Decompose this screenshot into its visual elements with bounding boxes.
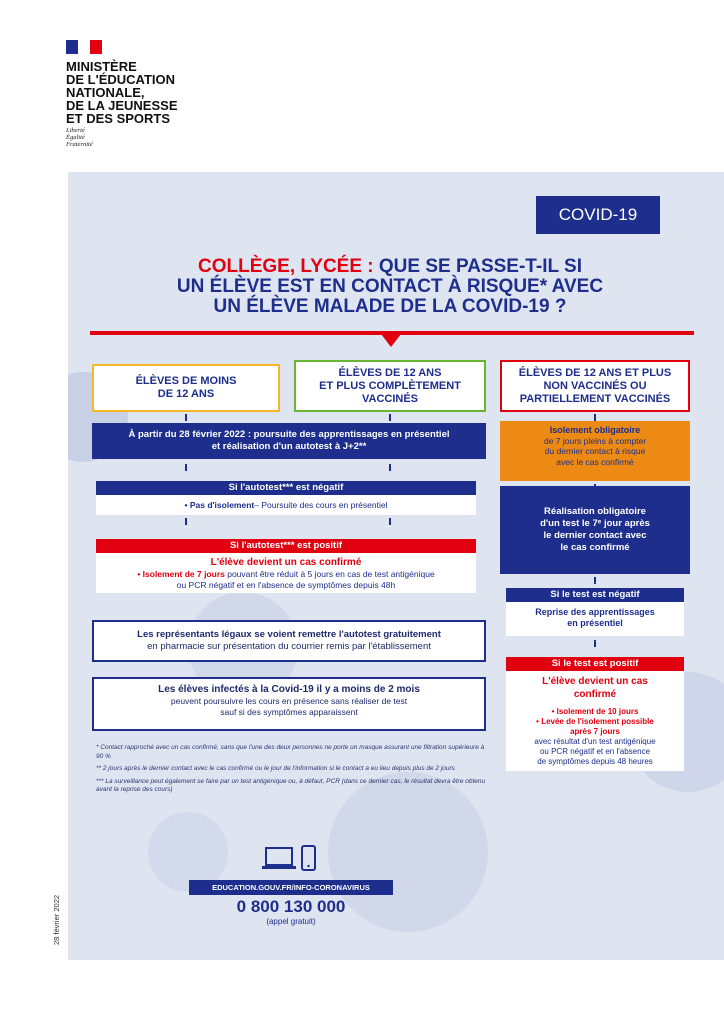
pos-bold: • Isolement de 7 jours <box>137 569 225 579</box>
laptop-phone-icon <box>262 844 322 874</box>
footnote: * Contact rapproché avec un cas confirmé, sans que l'une des deux personnes ne porte un masque assurant une filtration supérieure à 90 % <box>96 744 485 760</box>
ministry-line: MINISTÈRE <box>66 59 137 74</box>
category-line: ET PLUS COMPLÈTEMENT <box>319 379 461 392</box>
main-line2: et réalisation d'un autotest à J+2** <box>211 441 367 452</box>
republic-motto <box>66 127 93 148</box>
category-line: ÉLÈVES DE 12 ANS <box>338 366 442 379</box>
category-line: NON VACCINÉS OU <box>543 379 647 392</box>
connector <box>389 464 391 471</box>
connector <box>389 518 391 525</box>
main-line1: À partir du 28 février 2022 : poursuite des apprentissages en présentiel <box>128 429 450 440</box>
category-under-12 <box>92 364 280 412</box>
pos-line2: ou PCR négatif et en l'absence de symptômes depuis 48h <box>176 580 396 590</box>
legal-line1: Les représentants légaux se voient remettre l'autotest gratuitement <box>137 629 441 640</box>
phone-number[interactable]: 0 800 130 000 <box>236 897 346 916</box>
neg-bold: • Pas d'isolement <box>184 500 255 510</box>
infected-line2: peuvent poursuivre les cours en présence sans réaliser de test <box>170 696 408 706</box>
ministry-name <box>66 60 206 125</box>
right-negative-band: Si le test est négatif <box>506 588 684 602</box>
left-positive-text <box>96 553 476 593</box>
category-line: PARTIELLEMENT VACCINÉS <box>519 392 671 405</box>
infected-line3: sauf si des symptômes apparaissent <box>220 707 358 717</box>
footnote: ** 2 jours après le dernier contact avec le cas confirmé ou le jour de l'information si le contact a eu lieu depuis plus de 2 jours <box>96 765 455 772</box>
right-isolation-box <box>500 421 690 481</box>
connector <box>185 518 187 525</box>
right-positive-band: Si le test est positif <box>506 657 684 671</box>
connector <box>389 414 391 421</box>
ministry-line: DE LA JEUNESSE <box>66 98 178 113</box>
connector <box>594 640 596 647</box>
category-line: DE 12 ANS <box>157 388 215 400</box>
pos-title: confirmé <box>573 689 617 700</box>
covid-tag: COVID-19 <box>536 196 660 234</box>
motto-line: Égalité <box>66 134 85 141</box>
connector <box>185 414 187 421</box>
footnote: *** La surveillance peut également se faire par un test antigénique ou, à défaut, PCR (dans ce dernier cas, le résultat devra être obtenu avant la reprise des cours) <box>96 777 486 793</box>
pos-lift: après 7 jours <box>570 727 620 736</box>
pos-cond: ou PCR négatif et en l'absence <box>539 747 651 756</box>
title-line1: QUE SE PASSE-T-IL SI <box>373 256 582 277</box>
neg-line: Reprise des apprentissages <box>535 607 655 617</box>
right-negative-text <box>506 602 684 636</box>
connector <box>185 464 187 471</box>
title-red-part: COLLÈGE, LYCÉE : <box>198 256 374 277</box>
left-main-box <box>92 423 486 459</box>
pos-title: L'élève devient un cas confirmé <box>210 557 362 568</box>
pos-rest: pouvant être réduit à 5 jours en cas de test antigénique <box>224 569 435 579</box>
legal-representatives-box <box>92 620 486 662</box>
connector <box>594 577 596 584</box>
footnotes <box>96 744 486 799</box>
french-flag-logo <box>66 40 102 54</box>
info-url[interactable]: EDUCATION.GOUV.FR/INFO-CORONAVIRUS <box>189 880 393 895</box>
infected-students-box <box>92 677 486 731</box>
left-negative-band: Si l'autotest*** est négatif <box>96 481 476 495</box>
iso-title: Isolement obligatoire <box>549 425 641 435</box>
category-unvaccinated <box>500 360 690 412</box>
motto-line: Fraternité <box>66 141 93 148</box>
test-line: d'un test le 7ᵉ jour après <box>540 518 650 529</box>
connector <box>594 414 596 421</box>
motto-line: Liberté <box>66 127 85 134</box>
legal-line2: en pharmacie sur présentation du courrier remis par l'établissement <box>147 641 431 652</box>
title-arrow <box>381 334 401 347</box>
test-line: le cas confirmé <box>560 542 630 553</box>
neg-line: en présentiel <box>567 618 623 628</box>
iso-line: de 7 jours pleins à compter <box>543 435 647 446</box>
pos-title: L'élève devient un cas <box>542 676 648 687</box>
category-vaccinated <box>294 360 486 412</box>
left-positive-band: Si l'autotest*** est positif <box>96 539 476 553</box>
ministry-line: NATIONALE, <box>66 85 145 100</box>
title-line2: UN ÉLÈVE EST EN CONTACT À RISQUE* AVEC <box>176 276 604 297</box>
category-line: ÉLÈVES DE 12 ANS ET PLUS <box>518 366 672 379</box>
left-negative-text <box>96 495 476 515</box>
category-line: ÉLÈVES DE MOINS <box>135 375 237 387</box>
pos-cond: avec résultat d'un test antigénique <box>534 737 656 746</box>
margin-date: 28 février 2022 <box>52 894 61 945</box>
ministry-line: ET DES SPORTS <box>66 111 171 126</box>
test-line: Réalisation obligatoire <box>544 506 646 517</box>
pos-iso: • Isolement de 10 jours <box>551 707 639 716</box>
right-positive-text <box>506 671 684 771</box>
iso-line: du dernier contact à risque <box>544 446 646 456</box>
iso-line: avec le cas confirmé <box>556 456 634 467</box>
title-line3: UN ÉLÈVE MALADE DE LA COVID-19 ? <box>213 296 567 317</box>
category-line: VACCINÉS <box>361 392 419 405</box>
pos-cond: de symptômes depuis 48 heures <box>537 757 653 766</box>
infected-title: Les élèves infectés à la Covid-19 il y a moins de 2 mois <box>158 684 420 695</box>
ministry-line: DE L'ÉDUCATION <box>66 72 176 87</box>
test-line: le dernier contact avec <box>543 530 647 541</box>
right-test-box <box>500 486 690 574</box>
pos-lift: • Levée de l'isolement possible <box>536 717 654 726</box>
poster-title <box>130 257 650 317</box>
neg-rest: – Poursuite des cours en présentiel <box>254 500 388 510</box>
phone-subtitle: (appel gratuit) <box>266 917 316 926</box>
